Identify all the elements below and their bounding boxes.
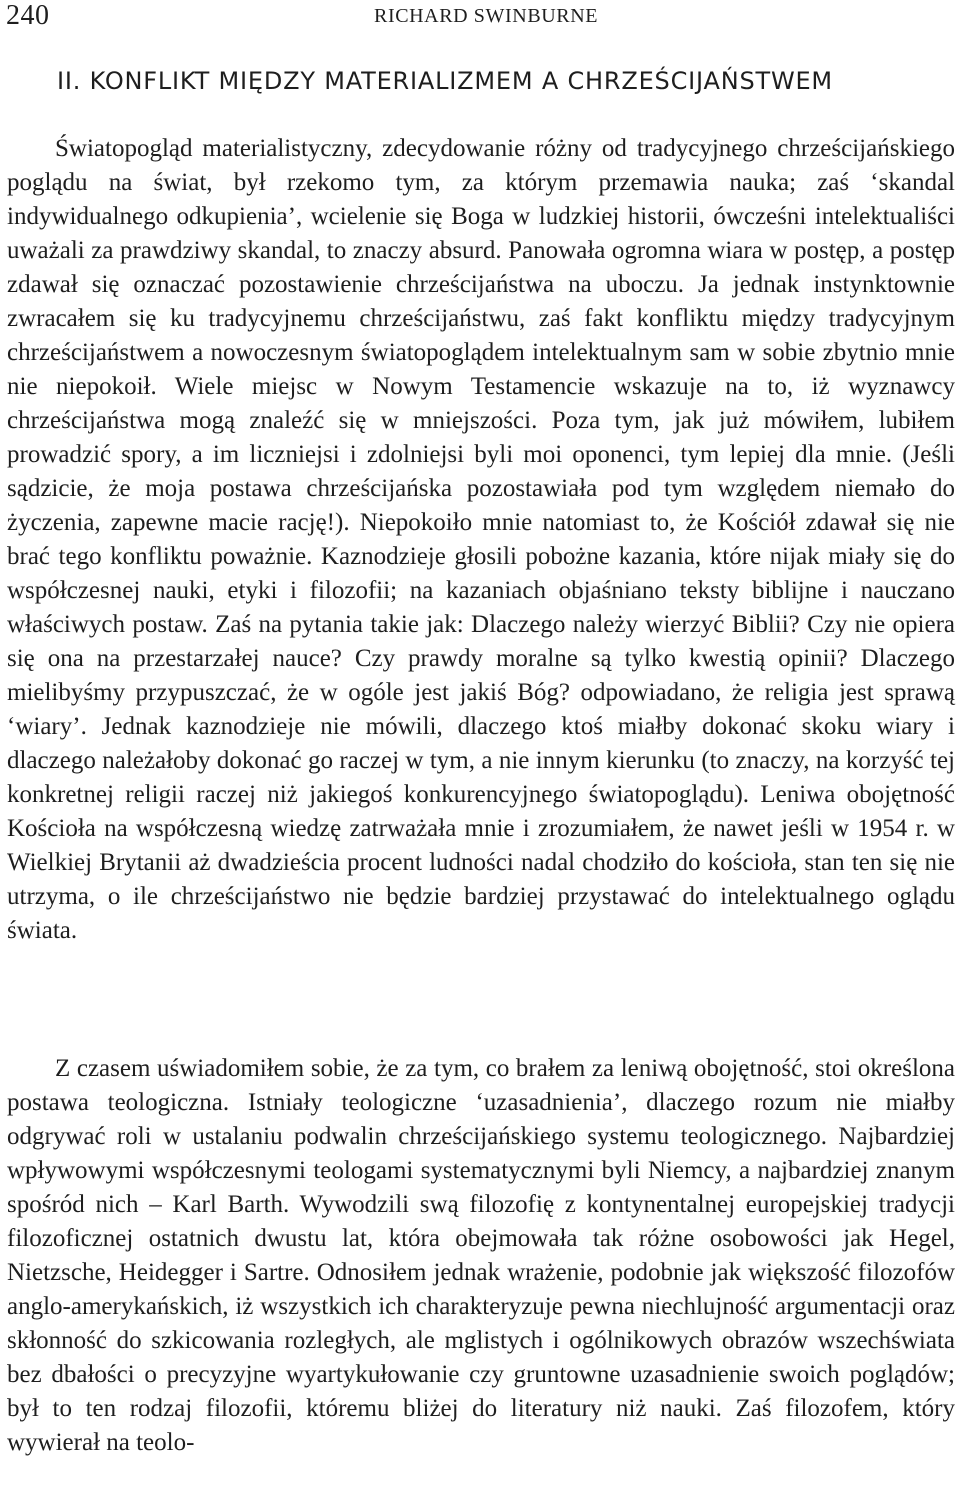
section-heading: II. KONFLIKT MIĘDZY MATERIALIZMEM A CHRZEŚCIJAŃSTWEM — [57, 67, 833, 95]
running-head-author: RICHARD SWINBURNE — [374, 5, 599, 27]
paragraph-1: Światopogląd materialistyczny, zdecydowanie różny od tradycyjnego chrześcijańskiego poglądu na świat, był rzekomo tym, za którym przemawia nauka; zaś ‘skandal indywidualnego odkupienia’, wcielenie się Boga w ludzkiej historii, ówcześni intelektualiści uważali za prawdziwy skandal, to znaczy absurd. Panowała ogromna wiara w postęp, a postęp zdawał się oznaczać pozostawienie chrześcijaństwa na uboczu. Ja jednak instynktownie zwracałem się ku tradycyjnemu chrześcijaństwu, zaś fakt konfliktu między tradycyjnym chrześcijaństwem a nowoczesnym światopoglądem intelektualnym sam w sobie zbytnio mnie nie niepokoił. Wiele miejsc w Nowym Testamencie wskazuje na to, iż wyznawcy chrześcijaństwa mogą znaleźć się w mniejszości. Poza tym, jak już mówiłem, lubiłem prowadzić spory, a im liczniejsi i zdolniejsi byli moi oponenci, tym lepiej dla mnie. (Jeśli sądzicie, że moja postawa chrześcijańska pozostawiała pod tym względem niemało do życzenia, zapewne macie rację!). Niepokoiło mnie natomiast to, że Kościół zdawał się nie brać tego konfliktu poważnie. Kaznodzieje głosili pobożne kazania, które nijak miały się do współczesnej nauki, etyki i filozofii; na kazaniach objaśniano teksty biblijne i nauczano właściwych postaw. Zaś na pytania takie jak: Dlaczego należy wierzyć Biblii? Czy nie opiera się ona na przestarzałej nauce? Czy prawdy moralne są tylko kwestią opinii? Dlaczego mielibyśmy przypuszczać, że w ogóle jest jakiś Bóg? odpowiadano, że religia jest sprawą ‘wiary’. Jednak kaznodzieje nie mówili, dlaczego ktoś miałby dokonać skoku wiary i dlaczego należałoby dokonać go raczej w tym, a nie innym kierunku (to znaczy, na korzyść tej konkretnej religii raczej niż jakiegoś konkurencyjnego światopoglądu). Leniwa obojętność Kościoła na współczesną wiedzę zatrważała mnie i zrozumiałem, że nawet jeśli w 1954 r. w Wielkiej Brytanii aż dwadzieścia procent ludności nadal chodziło do kościoła, stan ten się nie utrzyma, o ile chrześcijaństwo nie będzie bardziej przystawać do intelektualnego oglądu świata. — [7, 135, 955, 944]
paragraph-2: Z czasem uświadomiłem sobie, że za tym, co brałem za leniwą obojętność, stoi określona postawa teologiczna. Istniały teologiczne ‘uzasadnienia’, dlaczego rozum nie miałby odgrywać roli w ustalaniu podwalin chrześcijańskiego systemu teologicznego. Najbardziej wpływowymi współczesnymi teologami systematycznymi byli Niemcy, a najbardziej znanym spośród nich – Karl Barth. Wywodzili swą filozofię z kontynentalnej europejskiej tradycji filozoficznej ostatnich dwustu lat, która obejmowała tak różne osobowości jak Hegel, Nietzsche, Heidegger i Sartre. Odnosiłem jednak wrażenie, podobnie jak większość filozofów anglo-amerykańskich, iż wszystkich ich charakteryzuje pewna niechlujność argumentacji oraz skłonność do szkicowania rozległych, ale mglistych i ogólnikowych obrazów wszechświata bez dbałości o precyzyjne wyartykułowanie czy gruntowne uzasadnienie swoich poglądów; był to ten rodzaj filozofii, któremu bliżej do literatury niż nauki. Zaś filozofem, który wywierał na teolo- — [7, 1055, 955, 1456]
page-number: 240 — [6, 0, 50, 31]
running-head — [6, 0, 954, 34]
